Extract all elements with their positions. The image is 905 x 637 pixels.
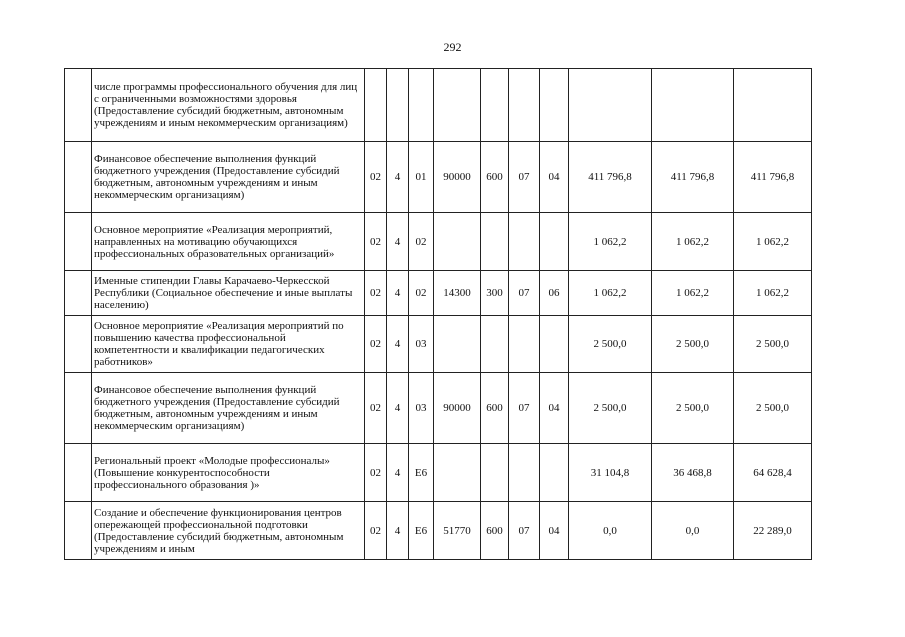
code-cell xyxy=(434,69,481,142)
code-cell xyxy=(509,213,540,271)
code-cell: 600 xyxy=(481,502,509,560)
amount-cell: 64 628,4 xyxy=(734,444,812,502)
code-cell: 07 xyxy=(509,373,540,444)
amount-cell: 1 062,2 xyxy=(734,271,812,316)
table-row xyxy=(65,444,812,502)
table-row xyxy=(65,373,812,444)
amount-cell: 411 796,8 xyxy=(734,142,812,213)
code-cell: Е6 xyxy=(409,444,434,502)
budget-table xyxy=(64,68,812,560)
code-cell xyxy=(540,444,569,502)
code-cell xyxy=(434,213,481,271)
amount-cell: 0,0 xyxy=(569,502,652,560)
code-cell: 04 xyxy=(540,373,569,444)
code-cell xyxy=(434,444,481,502)
code-cell: 02 xyxy=(365,142,387,213)
row-description: Основное мероприятие «Реализация мероприятий, направленных на мотивацию обучающихся профессиональных образовательных организаций» xyxy=(92,213,365,271)
row-description: Финансовое обеспечение выполнения функций бюджетного учреждения (Предоставление субсидий бюджетным, автономным учреждениям и иным некоммерческим организациям) xyxy=(92,142,365,213)
code-cell: 06 xyxy=(540,271,569,316)
table-row xyxy=(65,213,812,271)
number-cell xyxy=(65,213,92,271)
code-cell: 14300 xyxy=(434,271,481,316)
code-cell xyxy=(387,69,409,142)
amount-cell: 411 796,8 xyxy=(652,142,734,213)
page-number: 292 xyxy=(443,40,462,54)
table-row xyxy=(65,271,812,316)
code-cell: 4 xyxy=(387,213,409,271)
row-description: числе программы профессионального обучения для лиц с ограниченными возможностями здоровья (Предоставление субсидий бюджетным, автономным учреждениям и иным некоммерческим организациям) xyxy=(92,69,365,142)
code-cell: 07 xyxy=(509,142,540,213)
code-cell: 600 xyxy=(481,373,509,444)
code-cell: 4 xyxy=(387,444,409,502)
code-cell xyxy=(481,69,509,142)
code-cell xyxy=(434,316,481,373)
code-cell xyxy=(509,316,540,373)
amount-cell xyxy=(569,69,652,142)
number-cell xyxy=(65,316,92,373)
amount-cell: 2 500,0 xyxy=(652,316,734,373)
code-cell: 02 xyxy=(365,502,387,560)
code-cell: 600 xyxy=(481,142,509,213)
code-cell xyxy=(509,444,540,502)
code-cell: 4 xyxy=(387,271,409,316)
amount-cell: 1 062,2 xyxy=(569,271,652,316)
code-cell: 03 xyxy=(409,373,434,444)
code-cell: 51770 xyxy=(434,502,481,560)
code-cell: 03 xyxy=(409,316,434,373)
number-cell xyxy=(65,271,92,316)
code-cell: 4 xyxy=(387,502,409,560)
amount-cell: 2 500,0 xyxy=(734,316,812,373)
row-description: Создание и обеспечение функционирования центров опережающей профессиональной подготовки (Предоставление субсидий бюджетным, автономным учреждениям и иным xyxy=(92,502,365,560)
code-cell xyxy=(481,444,509,502)
number-cell xyxy=(65,373,92,444)
code-cell: 02 xyxy=(365,444,387,502)
amount-cell: 31 104,8 xyxy=(569,444,652,502)
code-cell: 4 xyxy=(387,142,409,213)
code-cell: 4 xyxy=(387,316,409,373)
code-cell: Е6 xyxy=(409,502,434,560)
amount-cell xyxy=(652,69,734,142)
amount-cell: 22 289,0 xyxy=(734,502,812,560)
table-row xyxy=(65,142,812,213)
code-cell: 90000 xyxy=(434,142,481,213)
code-cell xyxy=(365,69,387,142)
code-cell xyxy=(509,69,540,142)
amount-cell: 2 500,0 xyxy=(734,373,812,444)
code-cell: 02 xyxy=(365,213,387,271)
table-row xyxy=(65,502,812,560)
code-cell xyxy=(540,316,569,373)
row-description: Региональный проект «Молодые профессионалы» (Повышение конкурентоспособности профессионального образования )» xyxy=(92,444,365,502)
code-cell xyxy=(540,69,569,142)
amount-cell: 2 500,0 xyxy=(569,316,652,373)
code-cell: 02 xyxy=(409,213,434,271)
code-cell: 90000 xyxy=(434,373,481,444)
number-cell xyxy=(65,142,92,213)
row-description: Именные стипендии Главы Карачаево-Черкесской Республики (Социальное обеспечение и иные выплаты населению) xyxy=(92,271,365,316)
amount-cell xyxy=(734,69,812,142)
code-cell: 04 xyxy=(540,142,569,213)
number-cell xyxy=(65,444,92,502)
code-cell: 02 xyxy=(409,271,434,316)
code-cell xyxy=(481,213,509,271)
code-cell: 01 xyxy=(409,142,434,213)
code-cell: 02 xyxy=(365,316,387,373)
amount-cell: 1 062,2 xyxy=(652,271,734,316)
row-description: Основное мероприятие «Реализация мероприятий по повышению качества профессиональной компетентности и квалификации педагогических работников» xyxy=(92,316,365,373)
amount-cell: 0,0 xyxy=(652,502,734,560)
code-cell xyxy=(481,316,509,373)
table-row xyxy=(65,316,812,373)
amount-cell: 2 500,0 xyxy=(652,373,734,444)
number-cell xyxy=(65,69,92,142)
amount-cell: 1 062,2 xyxy=(652,213,734,271)
code-cell: 07 xyxy=(509,502,540,560)
number-cell xyxy=(65,502,92,560)
code-cell: 04 xyxy=(540,502,569,560)
amount-cell: 2 500,0 xyxy=(569,373,652,444)
amount-cell: 1 062,2 xyxy=(569,213,652,271)
code-cell: 07 xyxy=(509,271,540,316)
code-cell: 02 xyxy=(365,271,387,316)
amount-cell: 1 062,2 xyxy=(734,213,812,271)
code-cell xyxy=(540,213,569,271)
amount-cell: 411 796,8 xyxy=(569,142,652,213)
code-cell: 02 xyxy=(365,373,387,444)
code-cell: 4 xyxy=(387,373,409,444)
code-cell xyxy=(409,69,434,142)
table-row xyxy=(65,69,812,142)
code-cell: 300 xyxy=(481,271,509,316)
amount-cell: 36 468,8 xyxy=(652,444,734,502)
row-description: Финансовое обеспечение выполнения функций бюджетного учреждения (Предоставление субсидий бюджетным, автономным учреждениям и иным некоммерческим организациям) xyxy=(92,373,365,444)
